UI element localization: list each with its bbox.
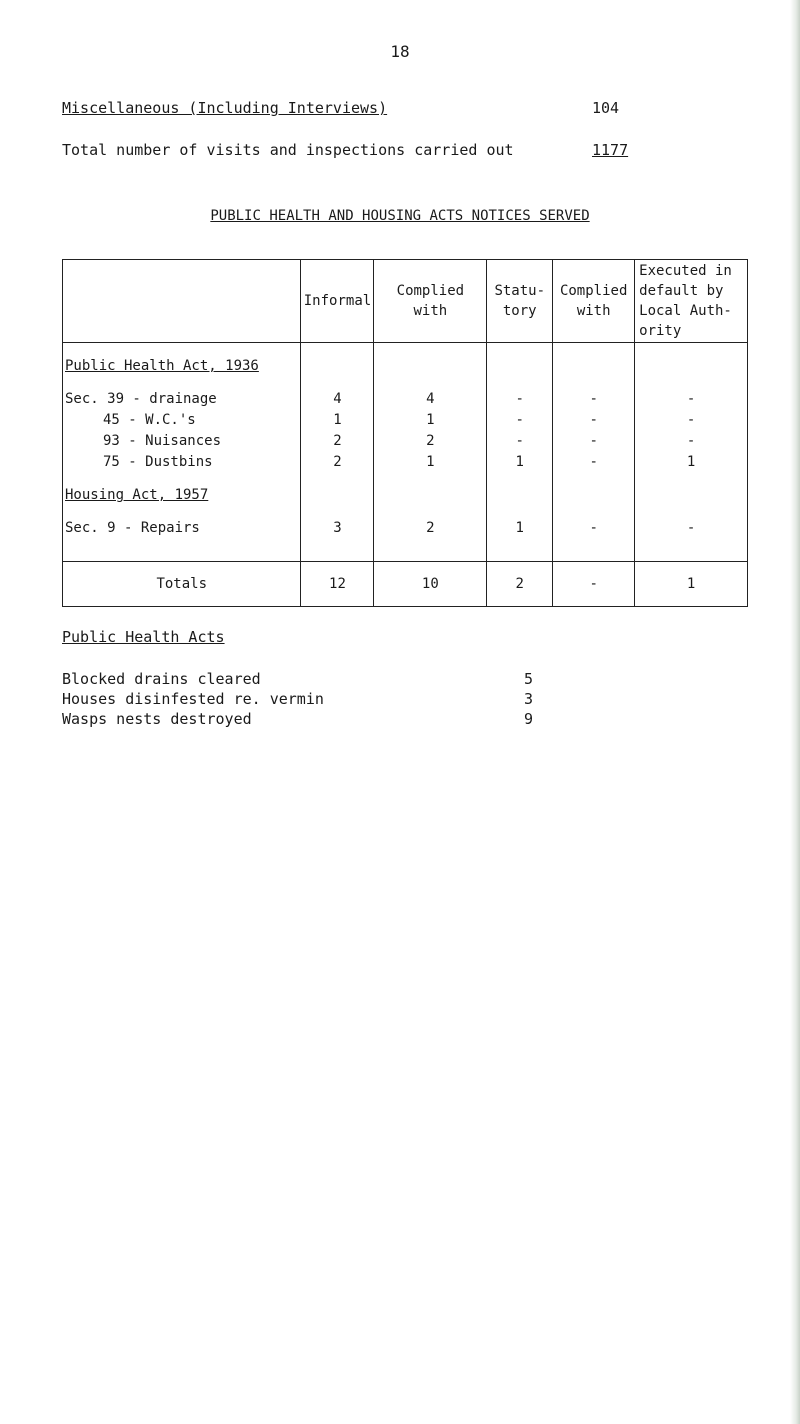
list-item-label: Wasps nests destroyed [62,710,252,728]
section-heading-row [63,485,748,506]
total-informal: 12 [301,562,374,607]
cell-informal: 4 [301,389,374,410]
page-edge-shadow [790,0,800,1424]
list-item-value: 5 [524,670,534,688]
row-label: Sec. 9 - Repairs [63,518,301,539]
list-item-value: 9 [524,710,534,728]
row-label: 93 - Nuisances [63,431,301,452]
totals-label: Totals [63,562,301,607]
totals-row [63,562,748,607]
cell-complied: 1 [374,452,487,473]
cell-informal: 1 [301,410,374,431]
misc-label: Miscellaneous (Including Interviews) [62,99,388,117]
header-text: Statu- [494,283,546,299]
list-item-label: Houses disinfested re. vermin [62,690,324,708]
cell-complied-statutory: - [553,452,635,473]
header-text: Executed in [639,263,732,279]
header-statutory [487,260,553,343]
table-row [63,431,748,452]
section-heading: Housing Act, 1957 [63,485,301,506]
cell-complied: 2 [374,518,487,539]
public-health-title: Public Health Acts [62,628,225,646]
header-complied-with-statutory [553,260,635,343]
table-row [63,410,748,431]
cell-complied-statutory: - [553,518,635,539]
row-label: 75 - Dustbins [63,452,301,473]
header-text: Local Auth- [639,303,732,319]
cell-complied: 1 [374,410,487,431]
row-label: Sec. 39 - drainage [63,389,301,410]
misc-value: 104 [592,99,620,117]
notices-table [62,259,748,607]
notices-title: PUBLIC HEALTH AND HOUSING ACTS NOTICES SERVED [210,208,590,224]
header-text: ority [639,323,682,339]
cell-complied-statutory: - [553,431,635,452]
cell-statutory: - [487,410,553,431]
header-text: tory [502,303,537,319]
total-executed: 1 [635,562,748,607]
cell-complied: 2 [374,431,487,452]
section-heading: Public Health Act, 1936 [63,343,301,378]
header-text: Complied [559,283,628,299]
header-informal: Informal [301,260,374,343]
list-item-label: Blocked drains cleared [62,670,261,688]
header-executed-in-default [635,260,748,343]
total-complied-statutory: - [553,562,635,607]
header-text: default by [639,283,724,299]
cell-executed: - [635,518,748,539]
cell-statutory: - [487,389,553,410]
cell-informal: 2 [301,431,374,452]
cell-executed: - [635,431,748,452]
cell-informal: 2 [301,452,374,473]
table-row [63,389,748,410]
header-blank [63,260,301,343]
table-row [63,518,748,539]
header-text: with [413,303,448,319]
total-label: Total number of visits and inspections carried out [62,141,514,159]
list-item-value: 3 [524,690,534,708]
cell-executed: 1 [635,452,748,473]
total-statutory: 2 [487,562,553,607]
row-label: 45 - W.C.'s [63,410,301,431]
cell-complied-statutory: - [553,410,635,431]
total-complied: 10 [374,562,487,607]
cell-complied-statutory: - [553,389,635,410]
cell-executed: - [635,389,748,410]
table-row [63,452,748,473]
cell-complied: 4 [374,389,487,410]
cell-informal: 3 [301,518,374,539]
section-heading-row [63,343,748,378]
header-text: Complied [396,283,465,299]
header-row [63,260,748,343]
cell-statutory: 1 [487,518,553,539]
cell-statutory: 1 [487,452,553,473]
cell-statutory: - [487,431,553,452]
header-text: with [576,303,611,319]
header-complied-with [374,260,487,343]
total-value: 1177 [592,141,629,159]
page-number: 18 [390,42,410,61]
cell-executed: - [635,410,748,431]
